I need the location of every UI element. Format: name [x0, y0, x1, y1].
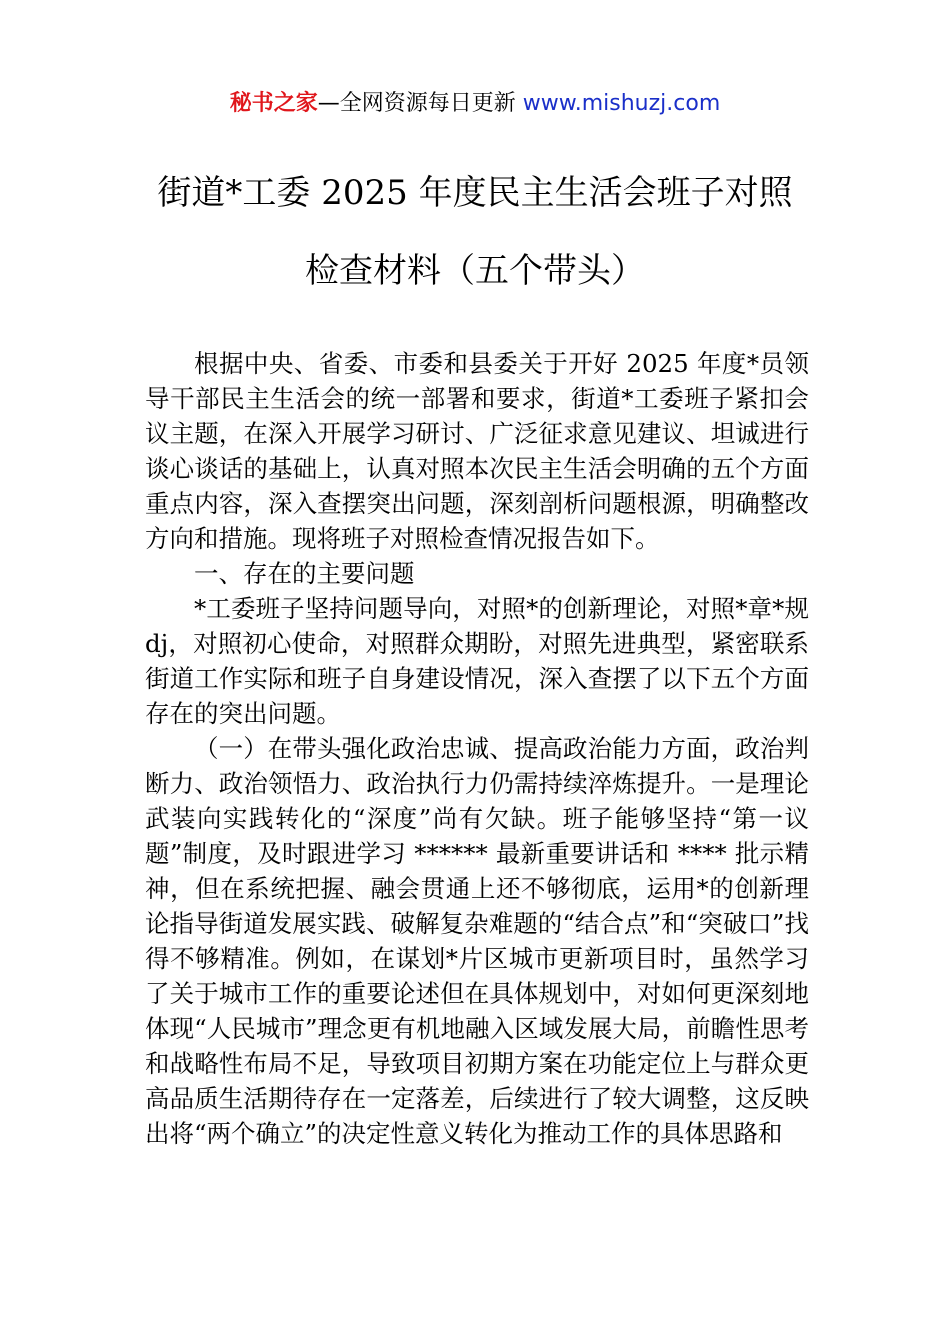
document-body	[145, 346, 809, 1151]
section-heading-1: 一、存在的主要问题	[194, 559, 415, 588]
paragraph-overview: *工委班子坚持问题导向，对照*的创新理论，对照*章*规 dj，对照初心使命，对照群众期盼，对照先进典型，紧密联系街道工作实际和班子自身建设情况，深入查摆了以下五个方面存在的突出问题。	[145, 594, 809, 728]
title-line-2: 检查材料（五个带头）	[305, 251, 645, 291]
document-title	[100, 154, 850, 310]
site-url-link[interactable]: www.mishuzj.com	[522, 91, 721, 116]
site-brand: 秘书之家	[229, 91, 318, 116]
site-header	[0, 88, 950, 120]
title-line-1: 街道*工委 2025 年度民主生活会班子对照	[157, 173, 793, 213]
site-tagline: —全网资源每日更新	[317, 91, 516, 116]
paragraph-item-1: （一）在带头强化政治忠诚、提高政治能力方面，政治判断力、政治领悟力、政治执行力仍需持续淬炼提升。一是理论武装向实践转化的“深度”尚有欠缺。班子能够坚持“第一议题”制度，及时跟进学习 ****** 最新重要讲话和 **** 批示精神，但在系统把握、融会贯通上还不够彻底，运用*的创新理论指导街道发展实践、破解复杂难题的“结合点”和“突破口”找得不够精准。例如，在谋划*片区城市更新项目时，虽然学习了关于城市工作的重要论述但在具体规划中，对如何更深刻地体现“人民城市”理念更有机地融入区域发展大局，前瞻性思考和战略性布局不足，导致项目初期方案在功能定位上与群众更高品质生活期待存在一定落差，后续进行了较大调整，这反映出将“两个确立”的决定性意义转化为推动工作的具体思路和	[145, 734, 809, 1148]
paragraph-intro: 根据中央、省委、市委和县委关于开好 2025 年度*员领导干部民主生活会的统一部署和要求，街道*工委班子紧扣会议主题，在深入开展学习研讨、广泛征求意见建议、坦诚进行谈心谈话的基础上，认真对照本次民主生活会明确的五个方面重点内容，深入查摆突出问题，深刻剖析问题根源，明确整改方向和措施。现将班子对照检查情况报告如下。	[145, 349, 809, 553]
